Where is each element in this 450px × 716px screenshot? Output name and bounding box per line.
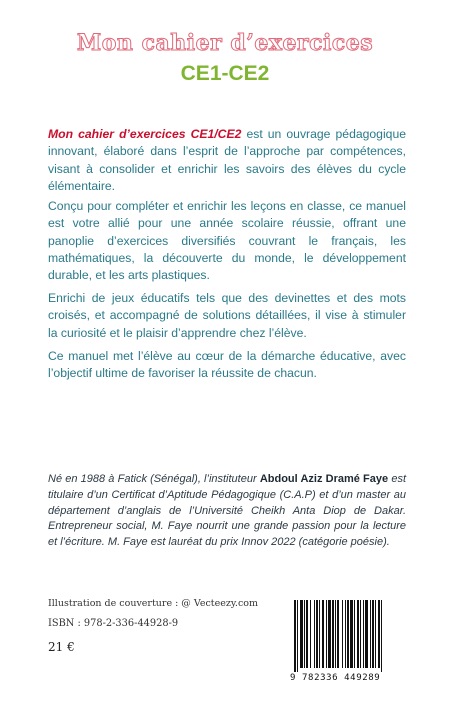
barcode-bar — [360, 600, 361, 668]
barcode-bar — [381, 600, 382, 672]
description-paragraph-4: Ce manuel met l’élève au cœur de la démarche éducative, avec l’objectif ultime de favoriser la réussite de chacun. — [48, 349, 406, 381]
description-paragraph-2: Conçu pour compléter et enrichir les leçons en classe, ce manuel est votre allié pour une année scolaire réussie, offrant une panoplie d’exercices diversifiés couvrant le français, les mathématiques, la découverte du monde, le développement durable, et les arts plastiques. — [48, 199, 406, 283]
author-bio — [48, 472, 406, 551]
barcode-bar — [337, 600, 339, 668]
description-paragraph-1 — [48, 126, 406, 195]
barcode-bar — [310, 600, 311, 668]
barcode-bar — [300, 600, 303, 668]
barcode-bar — [306, 600, 308, 668]
barcode-bar — [372, 600, 374, 668]
description-lead: Mon cahier d’exercices CE1/CE2 — [48, 127, 242, 141]
barcode-bar — [363, 600, 364, 668]
bio-intro: Né en 1988 à Fatick (Sénégal), l’instituteur — [48, 473, 260, 485]
barcode — [290, 600, 406, 683]
barcode-bar — [322, 600, 324, 668]
barcode-bar — [319, 600, 320, 668]
book-title: Mon cahier d’exercices — [76, 30, 374, 56]
barcode-bar — [357, 600, 359, 668]
barcode-bar — [347, 600, 349, 668]
barcode-bar — [370, 600, 371, 668]
barcode-bar — [335, 600, 336, 668]
bio-rest: est titulaire d’un Certificat d’Aptitude Pédagogique (C.A.P) et d’un master au département d’anglais de l’Université Cheikh Anta Diop de Dakar. Entrepreneur social, M. Faye nourrit une grande passion pour la lecture et l’écriture. M. Faye est lauréat du prix Innov 2022 (catégorie poésie). — [48, 473, 406, 549]
barcode-bar — [304, 600, 305, 668]
barcode-bar — [378, 600, 380, 668]
barcode-bar — [316, 600, 318, 668]
barcode-bar — [342, 600, 343, 668]
book-subtitle: CE1-CE2 — [180, 62, 270, 85]
description-p1-rest: est un ouvrage pédagogique innovant, élaboré dans l’esprit de l’approche par compétences, visant à consolider et enrichir les savoirs des élèves du cycle élémentaire. — [48, 127, 406, 193]
barcode-bar — [314, 600, 315, 668]
illustration-credit: Illustration de couverture : @ Vecteezy.com — [48, 598, 259, 609]
barcode-bar — [350, 600, 353, 668]
price: 21 € — [48, 640, 75, 654]
description-paragraph-3: Enrichi de jeux éducatifs tels que des devinettes et des mots croisés, et accompagné de solutions détaillées, il vise à stimuler la curiosité et le plaisir d’apprendre chez l’élève. — [48, 291, 406, 340]
author-name: Abdoul Aziz Dramé Faye — [259, 473, 389, 485]
barcode-bar — [328, 600, 331, 668]
barcode-bar — [294, 600, 296, 672]
barcode-number: 9 782336 449289 — [290, 673, 381, 683]
barcode-bar — [345, 600, 346, 668]
isbn: ISBN : 978-2-336-44928-9 — [48, 618, 179, 629]
barcode-bar — [332, 600, 334, 668]
barcode-bar — [354, 600, 355, 668]
barcode-bar — [365, 600, 368, 668]
barcode-bar — [326, 600, 327, 668]
barcode-bars — [290, 600, 406, 672]
barcode-bar — [297, 600, 298, 672]
barcode-bar — [375, 600, 376, 668]
